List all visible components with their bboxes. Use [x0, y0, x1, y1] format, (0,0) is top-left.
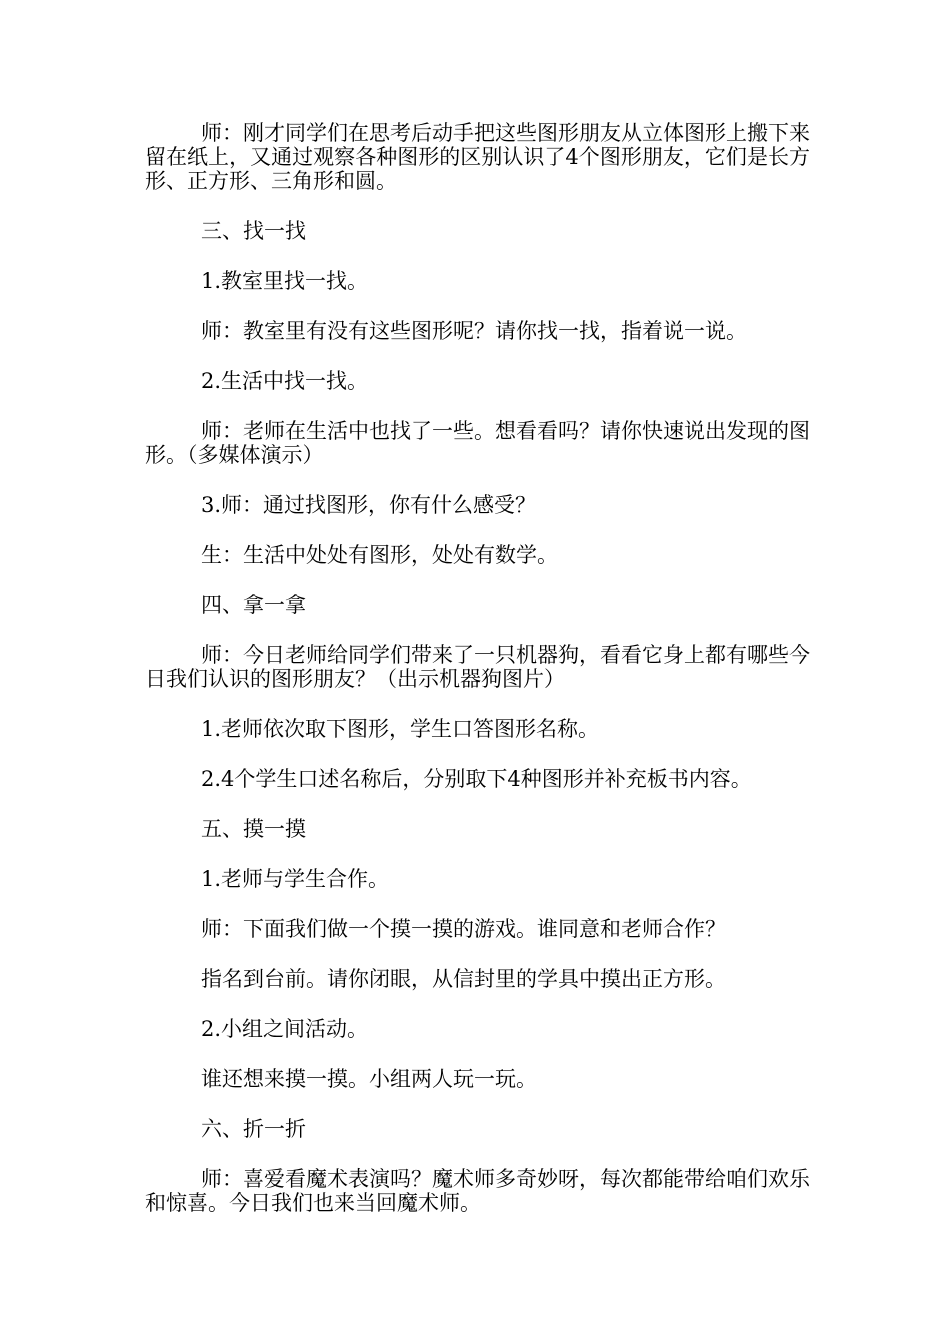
section-heading-touch: 五、摸一摸 [201, 817, 306, 841]
section-heading-take: 四、拿一拿 [201, 593, 306, 617]
paragraph-teacher-summary: 师：刚才同学们在思考后动手把这些图形朋友从立体图形上搬下来留在纸上，又通过观察各种图形的区别认识了4个图形朋友，它们是长方形、正方形、三角形和圆。 [145, 121, 810, 193]
paragraph-group-play: 谁还想来摸一摸。小组两人玩一玩。 [201, 1067, 537, 1091]
paragraph-item-life: 2.生活中找一找。 [201, 369, 369, 393]
paragraph-envelope: 指名到台前。请你闭眼，从信封里的学具中摸出正方形。 [201, 967, 726, 991]
paragraph-teacher-game: 师：下面我们做一个摸一摸的游戏。谁同意和老师合作？ [201, 917, 726, 941]
section-heading-find: 三、找一找 [201, 219, 306, 243]
paragraph-item-cooperate: 1.老师与学生合作。 [201, 867, 390, 891]
paragraph-item-classroom: 1.教室里找一找。 [201, 269, 369, 293]
paragraph-item-four-students: 2.4个学生口述名称后，分别取下4种图形并补充板书内容。 [201, 767, 752, 791]
paragraph-teacher-magic: 师：喜爱看魔术表演吗？魔术师多奇妙呀，每次都能带给咱们欢乐和惊喜。今日我们也来当回魔术师。 [145, 1167, 810, 1215]
paragraph-student-answer: 生：生活中处处有图形，处处有数学。 [201, 543, 558, 567]
paragraph-teacher-classroom: 师：教室里有没有这些图形呢？请你找一找，指着说一说。 [201, 319, 747, 343]
paragraph-item-take-shapes: 1.老师依次取下图形，学生口答图形名称。 [201, 717, 600, 741]
section-heading-fold: 六、折一折 [201, 1117, 306, 1141]
paragraph-item-group: 2.小组之间活动。 [201, 1017, 369, 1041]
paragraph-teacher-life: 师：老师在生活中也找了一些。想看看吗？请你快速说出发现的图形。（多媒体演示） [145, 419, 810, 467]
document-body [145, 121, 810, 1241]
paragraph-teacher-robot-dog: 师：今日老师给同学们带来了一只机器狗，看看它身上都有哪些今日我们认识的图形朋友？（出示机器狗图片） [145, 643, 810, 691]
paragraph-item-feeling: 3.师：通过找图形，你有什么感受？ [201, 493, 537, 517]
